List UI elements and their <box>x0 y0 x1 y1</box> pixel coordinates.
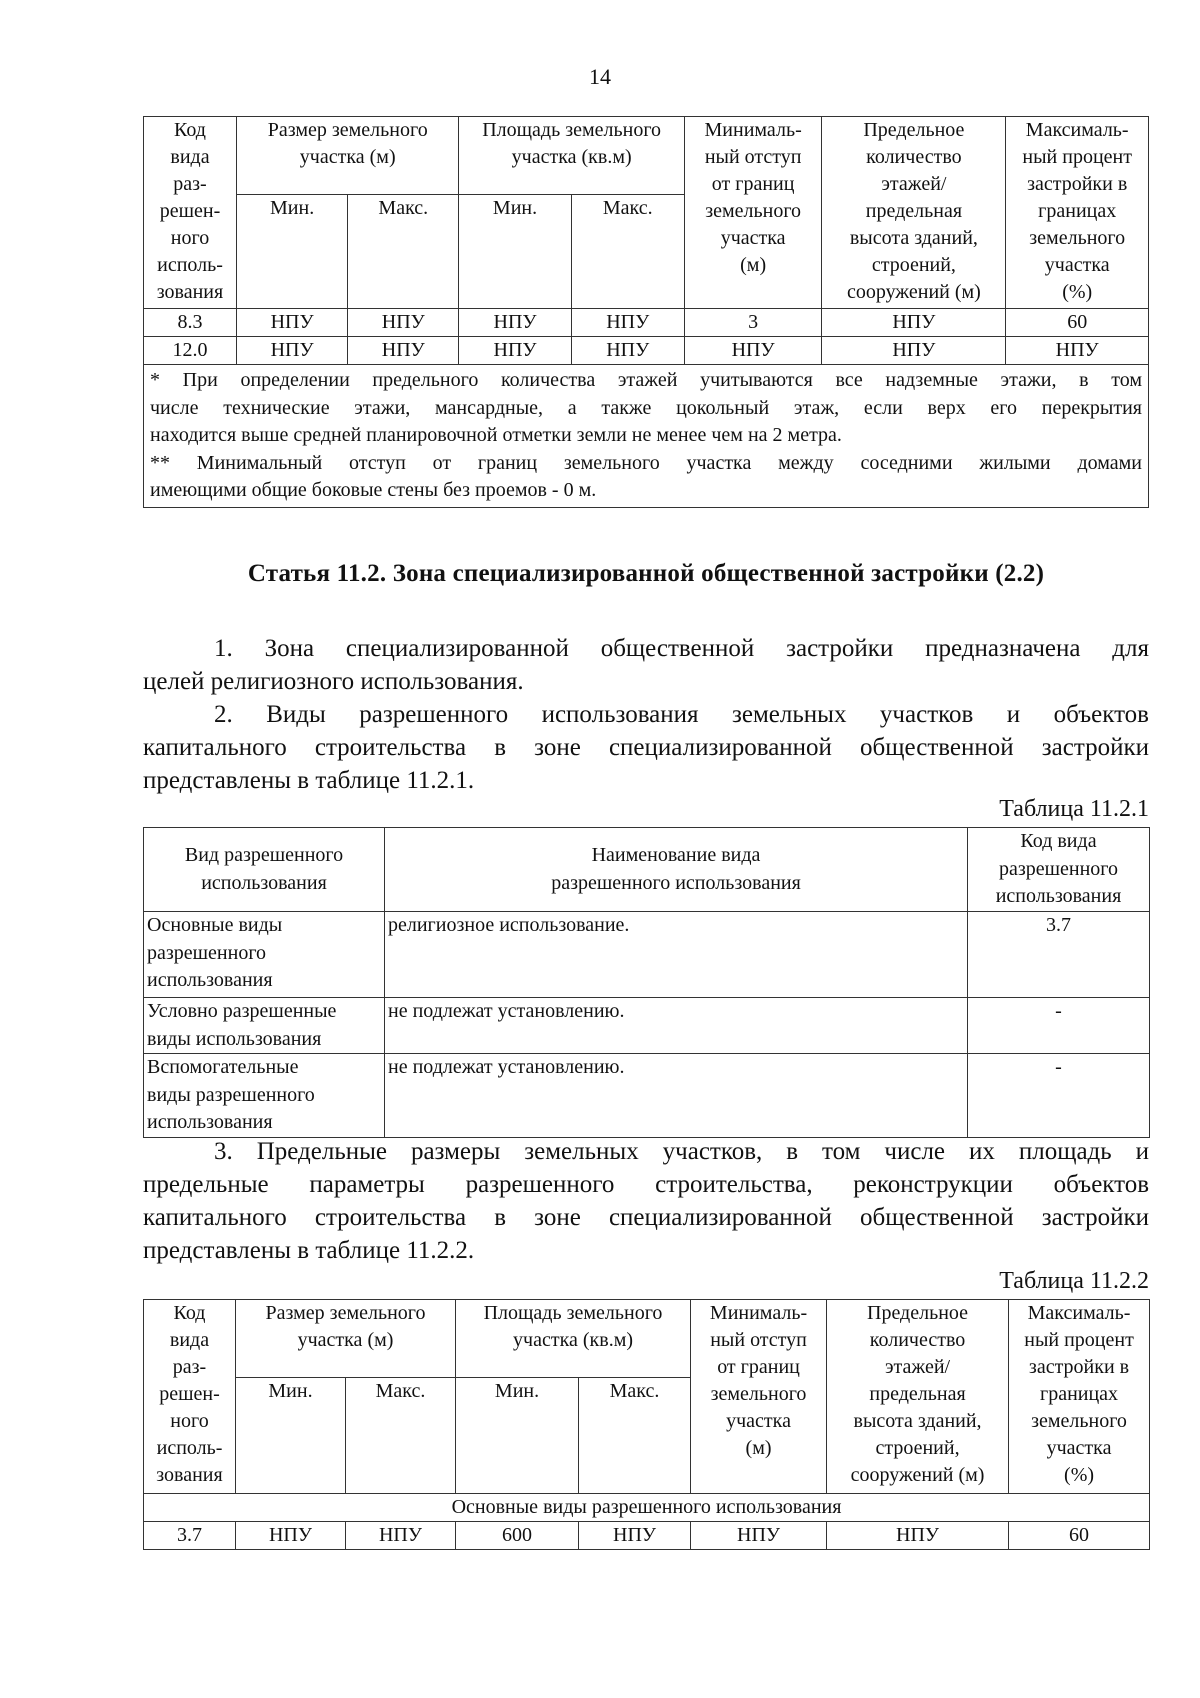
table-row <box>144 998 1150 1054</box>
header-area-min: Мин. <box>459 195 571 309</box>
types-table <box>143 827 1150 1138</box>
types-row-name: не подлежат установлению. <box>385 998 968 1054</box>
table-cell: НПУ <box>822 337 1006 365</box>
header-area: Площадь земельного участка (кв.м) <box>459 117 684 195</box>
types-header-name: Наименование вида разрешенного использования <box>385 828 968 912</box>
table-caption-2: Таблица 11.2.2 <box>999 1268 1149 1294</box>
types-row-name: не подлежат установлению. <box>385 1054 968 1138</box>
page-number: 14 <box>589 64 611 89</box>
table-row <box>144 337 1149 365</box>
types-header-code: Код вида разрешенного использования <box>968 828 1150 912</box>
note-2: ** Минимальный отступ от границ земельного участка между соседними жилыми домами имеющими общие боковые стены без проемов - 0 м. <box>150 451 1142 501</box>
table-cell: 8.3 <box>144 309 237 337</box>
types-header-type: Вид разрешенного использования <box>144 828 385 912</box>
types-row-code: 3.7 <box>968 912 1150 998</box>
paragraph-3: 3. Предельные размеры земельных участков, в том числе их площадь и предельные параметры разрешенного строительства, реконструкции объектов капитального строительства в зоне специализированной общественной застройки представлены в таблице 11.2.2. <box>143 1138 1149 1264</box>
header-code: Код вида раз- решен- ного исполь- зования <box>144 1300 236 1494</box>
header-size-max: Макс. <box>346 1378 456 1494</box>
table-cell: НПУ <box>684 337 822 365</box>
table-row <box>144 309 1149 337</box>
table-cell: НПУ <box>1006 337 1149 365</box>
article-title: Статья 11.2. Зона специализированной общественной застройки (2.2) <box>247 560 1045 587</box>
table-row <box>144 1054 1150 1138</box>
header-floors: Предельное количество этажей/ предельная высота зданий, строений, сооружений (м) <box>822 117 1006 309</box>
table-cell: НПУ <box>579 1522 691 1550</box>
header-code: Код вида раз- решен- ного исполь- зования <box>144 117 237 309</box>
table-cell: 600 <box>456 1522 579 1550</box>
types-row-type: Вспомогательные виды разрешенного использования <box>144 1054 385 1138</box>
table-cell: НПУ <box>691 1522 827 1550</box>
header-coverage: Максималь- ный процент застройки в границах земельного участка (%) <box>1009 1300 1150 1494</box>
header-floors: Предельное количество этажей/ предельная высота зданий, строений, сооружений (м) <box>827 1300 1009 1494</box>
note-1: * При определении предельного количества этажей учитываются все надземные этажи, в том числе технические этажи, мансардные, а также цокольный этаж, если верх его перекрытия находится выше средней планировочной отметки земли не менее чем на 2 метра. <box>150 369 1142 446</box>
header-size: Размер земельного участка (м) <box>237 117 459 195</box>
header-area-max: Макс. <box>579 1378 691 1494</box>
header-size: Размер земельного участка (м) <box>236 1300 456 1378</box>
table-cell: НПУ <box>237 337 348 365</box>
table-row <box>144 1522 1150 1550</box>
header-size-max: Макс. <box>348 195 459 309</box>
table-cell: НПУ <box>827 1522 1009 1550</box>
types-row-code: - <box>968 1054 1150 1138</box>
section-label-row: Основные виды разрешенного использования <box>144 1494 1150 1522</box>
header-size-min: Мин. <box>236 1378 346 1494</box>
table-cell: 60 <box>1006 309 1149 337</box>
header-coverage: Максималь- ный процент застройки в границах земельного участка (%) <box>1006 117 1149 309</box>
types-row-type: Основные виды разрешенного использования <box>144 912 385 998</box>
table-cell: НПУ <box>459 309 571 337</box>
paragraph-1: 1. Зона специализированной общественной застройки предназначена для целей религиозного использования. <box>143 635 1149 695</box>
table-cell: НПУ <box>571 337 684 365</box>
table-cell: НПУ <box>348 309 459 337</box>
header-area-max: Макс. <box>571 195 684 309</box>
table-cell: НПУ <box>237 309 348 337</box>
table-cell: НПУ <box>346 1522 456 1550</box>
table-cell: НПУ <box>236 1522 346 1550</box>
params-table-bottom <box>143 1299 1150 1550</box>
header-area: Площадь земельного участка (кв.м) <box>456 1300 691 1378</box>
params-table-top <box>143 116 1149 508</box>
header-area-min: Мин. <box>456 1378 579 1494</box>
table-cell: 12.0 <box>144 337 237 365</box>
types-row-code: - <box>968 998 1150 1054</box>
table-cell: 3 <box>684 309 822 337</box>
table-cell: 60 <box>1009 1522 1150 1550</box>
header-setback: Минималь- ный отступ от границ земельного участка (м) <box>684 117 822 309</box>
header-size-min: Мин. <box>237 195 348 309</box>
table-cell: НПУ <box>348 337 459 365</box>
table-cell: НПУ <box>459 337 571 365</box>
table-notes <box>144 365 1149 508</box>
types-row-name: религиозное использование. <box>385 912 968 998</box>
header-setback: Минималь- ный отступ от границ земельного участка (м) <box>691 1300 827 1494</box>
table-row <box>144 912 1150 998</box>
types-row-type: Условно разрешенные виды использования <box>144 998 385 1054</box>
table-cell: НПУ <box>822 309 1006 337</box>
table-caption-1: Таблица 11.2.1 <box>999 796 1149 822</box>
table-cell: НПУ <box>571 309 684 337</box>
table-cell: 3.7 <box>144 1522 236 1550</box>
paragraph-2: 2. Виды разрешенного использования земельных участков и объектов капитального строительства в зоне специализированной общественной застройки представлены в таблице 11.2.1. <box>143 701 1149 794</box>
